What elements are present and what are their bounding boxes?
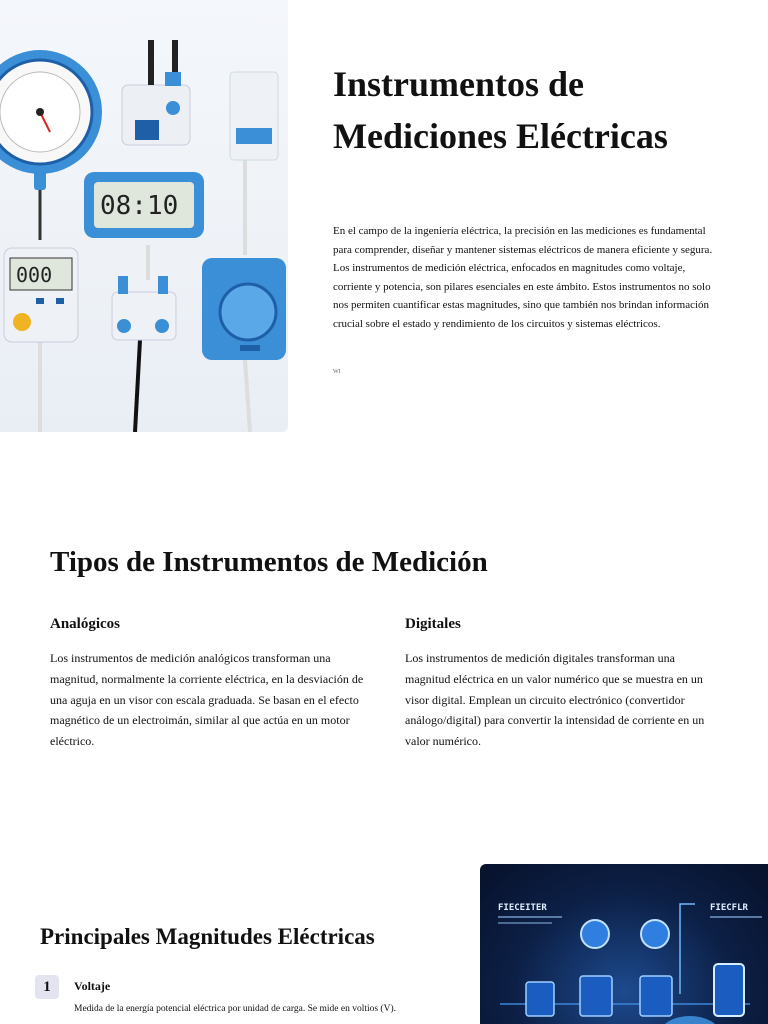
magnitudes-section-title: Principales Magnitudes Eléctricas bbox=[40, 924, 375, 949]
analog-column bbox=[50, 614, 370, 752]
types-section-title: Tipos de Instrumentos de Medición bbox=[50, 546, 488, 578]
instruments-illustration bbox=[0, 0, 288, 432]
illustration-label-right: FIECFLR bbox=[710, 903, 748, 913]
item-description-voltaje: Medida de la energía potencial eléctrica por unidad de carga. Se mide en voltios (V). bbox=[74, 1004, 396, 1014]
analog-heading: Analógicos bbox=[50, 616, 121, 632]
item-title-voltaje: Voltaje bbox=[74, 979, 111, 993]
digital-column bbox=[405, 614, 721, 752]
item-number-badge: 1 bbox=[35, 975, 59, 999]
intro-paragraph: En el campo de la ingeniería eléctrica, la precisión en las mediciones es fundamental para comprender, diseñar y mantener sistemas eléctricos de manera eficiente y segura. Los instrumentos de medición eléctrica, enfocados en magnitudes como voltaje, corriente y potencia, son pilares esenciales en este ámbito. Estos instrumentos no solo nos permiten cuantificar estas magnitudes, sino que también nos brindan información crucial sobre el estado y rendimiento de los circuitos y sistemas eléctricos. bbox=[333, 225, 713, 330]
page-title: Instrumentos de Mediciones Eléctricas bbox=[333, 64, 668, 156]
digital-heading: Digitales bbox=[405, 616, 461, 632]
magnitudes-illustration bbox=[480, 864, 768, 1024]
digital-meter-readout: 08:10 bbox=[100, 191, 179, 221]
analog-text: Los instrumentos de medición analógicos transforman una magnitud, normalmente la corriente eléctrica, en la desviación de una aguja en un visor con escala graduada. Se basan en el efecto magnético de un electroimán, similar al que actúa en un motor eléctrico. bbox=[50, 651, 364, 749]
illustration-label-left: FIECEITER bbox=[498, 903, 547, 913]
image-credit-note: WI bbox=[333, 369, 341, 375]
small-meter-readout: 000 bbox=[16, 263, 53, 287]
digital-text: Los instrumentos de medición digitales transforman una magnitud eléctrica en un valor numérico que se muestra en un visor digital. Emplean un circuito electrónico (convertidor análogo/digital) para convertir la intensidad de corriente en un valor numérico. bbox=[405, 651, 705, 749]
electric-diagram-illustration bbox=[480, 864, 768, 1024]
hero-image-instruments bbox=[0, 0, 288, 432]
